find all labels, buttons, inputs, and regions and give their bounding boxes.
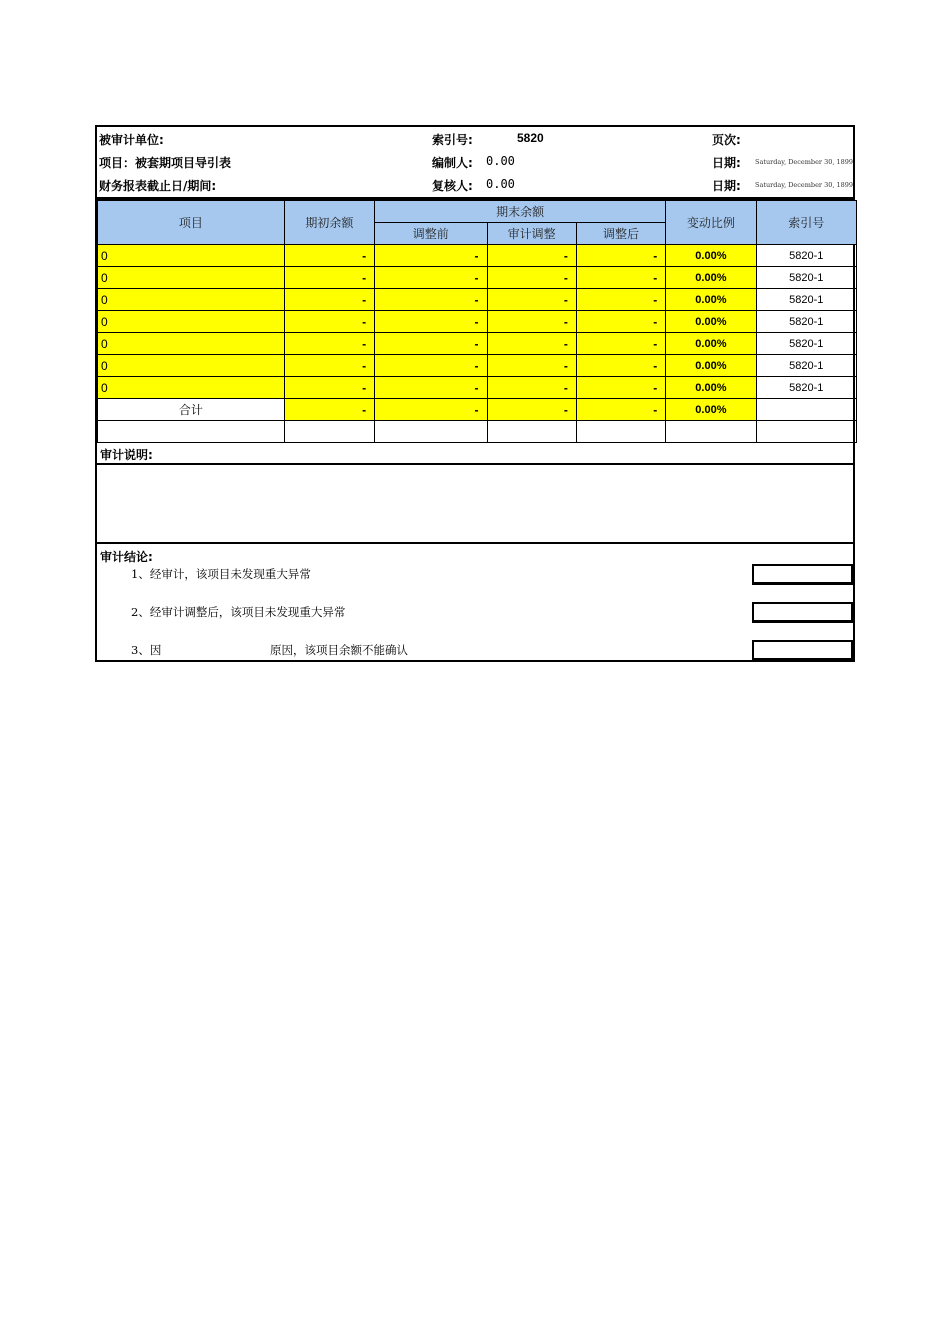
table-header-row-1	[98, 201, 857, 223]
cell-change-ratio[interactable]: 0.00%	[666, 311, 756, 333]
period-label: 财务报表截止日/期间:	[99, 179, 217, 193]
audit-worksheet	[95, 125, 855, 662]
total-row	[98, 399, 857, 421]
conclusion-label: 审计结论:	[100, 550, 153, 564]
audit-conclusion	[97, 544, 853, 660]
cell-item[interactable]: 0	[98, 377, 285, 399]
cell-opening[interactable]: -	[284, 311, 374, 333]
date-label-preparer: 日期:	[712, 156, 741, 170]
conclusion-option-3-suffix: 原因，该项目余额不能确认	[270, 643, 408, 657]
cell-index[interactable]: 5820-1	[756, 267, 856, 289]
table-frame	[95, 197, 855, 662]
cell-opening[interactable]: -	[284, 267, 374, 289]
cell-change-ratio[interactable]: 0.00%	[666, 355, 756, 377]
worksheet-header	[95, 125, 855, 197]
cell-audit-adjust[interactable]: -	[487, 267, 576, 289]
table-row	[98, 377, 857, 399]
preparer-label: 编制人:	[432, 156, 473, 170]
empty-cell[interactable]	[98, 421, 285, 443]
conclusion-checkbox-3[interactable]	[752, 640, 853, 660]
cell-before-adjust[interactable]: -	[375, 355, 487, 377]
col-header-change-ratio: 变动比例	[666, 201, 756, 245]
cell-item[interactable]: 0	[98, 355, 285, 377]
cell-audit-adjust[interactable]: -	[487, 289, 576, 311]
cell-after-adjust[interactable]: -	[576, 377, 665, 399]
cell-after-adjust[interactable]: -	[576, 333, 665, 355]
cell-after-adjust[interactable]: -	[576, 267, 665, 289]
cell-index[interactable]: 5820-1	[756, 311, 856, 333]
conclusion-checkbox-2[interactable]	[752, 602, 853, 622]
cell-total-opening[interactable]: -	[284, 399, 374, 421]
col-header-opening: 期初余额	[284, 201, 374, 245]
cell-audit-adjust[interactable]: -	[487, 311, 576, 333]
conclusion-option-2: 2、经审计调整后，该项目未发现重大异常	[131, 605, 346, 619]
cell-opening[interactable]: -	[284, 355, 374, 377]
cell-item[interactable]: 0	[98, 333, 285, 355]
cell-total-index[interactable]	[756, 399, 856, 421]
conclusion-option-3-prefix: 3、因	[131, 643, 162, 657]
preparer-value: 0.00	[486, 154, 515, 168]
page-label: 页次:	[712, 133, 741, 147]
cell-item[interactable]: 0	[98, 245, 285, 267]
table-row	[98, 289, 857, 311]
cell-after-adjust[interactable]: -	[576, 289, 665, 311]
cell-change-ratio[interactable]: 0.00%	[666, 267, 756, 289]
cell-before-adjust[interactable]: -	[375, 245, 487, 267]
col-header-closing: 期末余额	[375, 201, 666, 223]
date-value-preparer: Saturday, December 30, 1899	[755, 158, 854, 166]
conclusion-divider-1	[752, 584, 853, 585]
reviewer-label: 复核人:	[432, 179, 473, 193]
date-label-reviewer: 日期:	[712, 179, 741, 193]
col-header-audit-adjust: 审计调整	[487, 223, 576, 245]
cell-audit-adjust[interactable]: -	[487, 333, 576, 355]
cell-opening[interactable]: -	[284, 333, 374, 355]
audited-unit-label: 被审计单位:	[99, 133, 164, 147]
cell-audit-adjust[interactable]: -	[487, 377, 576, 399]
header-row-3	[97, 173, 853, 195]
cell-total-after-adjust[interactable]: -	[576, 399, 665, 421]
cell-audit-adjust[interactable]: -	[487, 355, 576, 377]
empty-row	[98, 421, 857, 443]
header-row-2	[97, 150, 853, 172]
cell-total-before-adjust[interactable]: -	[375, 399, 487, 421]
index-label: 索引号:	[432, 133, 473, 147]
cell-before-adjust[interactable]: -	[375, 267, 487, 289]
cell-total-audit-adjust[interactable]: -	[487, 399, 576, 421]
project-label: 项目：被套期项目导引表	[99, 156, 232, 170]
date-value-reviewer: Saturday, December 30, 1899	[755, 181, 854, 189]
cell-change-ratio[interactable]: 0.00%	[666, 333, 756, 355]
cell-index[interactable]: 5820-1	[756, 333, 856, 355]
empty-cell[interactable]	[375, 421, 487, 443]
cell-item[interactable]: 0	[98, 267, 285, 289]
audit-note-label: 审计说明:	[97, 443, 853, 465]
empty-cell[interactable]	[576, 421, 665, 443]
cell-item[interactable]: 0	[98, 289, 285, 311]
conclusion-divider-2	[752, 622, 853, 623]
cell-index[interactable]: 5820-1	[756, 377, 856, 399]
empty-cell[interactable]	[756, 421, 856, 443]
cell-index[interactable]: 5820-1	[756, 355, 856, 377]
col-header-index: 索引号	[756, 201, 856, 245]
table-row	[98, 267, 857, 289]
table-row	[98, 245, 857, 267]
empty-cell[interactable]	[487, 421, 576, 443]
empty-cell[interactable]	[284, 421, 374, 443]
cell-change-ratio[interactable]: 0.00%	[666, 377, 756, 399]
cell-after-adjust[interactable]: -	[576, 355, 665, 377]
conclusion-checkbox-1[interactable]	[752, 564, 853, 584]
cell-total-label: 合计	[98, 399, 285, 421]
reviewer-value: 0.00	[486, 177, 515, 191]
header-row-1	[97, 127, 853, 149]
conclusion-option-1: 1、经审计，该项目未发现重大异常	[131, 567, 311, 581]
cell-before-adjust[interactable]: -	[375, 311, 487, 333]
index-value: 5820	[517, 131, 544, 145]
audit-note-body[interactable]	[97, 465, 853, 544]
empty-cell[interactable]	[666, 421, 756, 443]
cell-before-adjust[interactable]: -	[375, 333, 487, 355]
col-header-after-adjust: 调整后	[576, 223, 665, 245]
table-row	[98, 333, 857, 355]
cell-opening[interactable]: -	[284, 245, 374, 267]
cell-total-change-ratio[interactable]: 0.00%	[666, 399, 756, 421]
cell-index[interactable]: 5820-1	[756, 289, 856, 311]
table-row	[98, 355, 857, 377]
balance-table	[97, 200, 857, 443]
cell-index[interactable]: 5820-1	[756, 245, 856, 267]
cell-audit-adjust[interactable]: -	[487, 245, 576, 267]
cell-after-adjust[interactable]: -	[576, 311, 665, 333]
cell-change-ratio[interactable]: 0.00%	[666, 289, 756, 311]
table-row	[98, 311, 857, 333]
col-header-item: 项目	[98, 201, 285, 245]
cell-before-adjust[interactable]: -	[375, 289, 487, 311]
cell-change-ratio[interactable]: 0.00%	[666, 245, 756, 267]
cell-after-adjust[interactable]: -	[576, 245, 665, 267]
cell-before-adjust[interactable]: -	[375, 377, 487, 399]
cell-opening[interactable]: -	[284, 289, 374, 311]
cell-item[interactable]: 0	[98, 311, 285, 333]
col-header-before-adjust: 调整前	[375, 223, 487, 245]
cell-opening[interactable]: -	[284, 377, 374, 399]
